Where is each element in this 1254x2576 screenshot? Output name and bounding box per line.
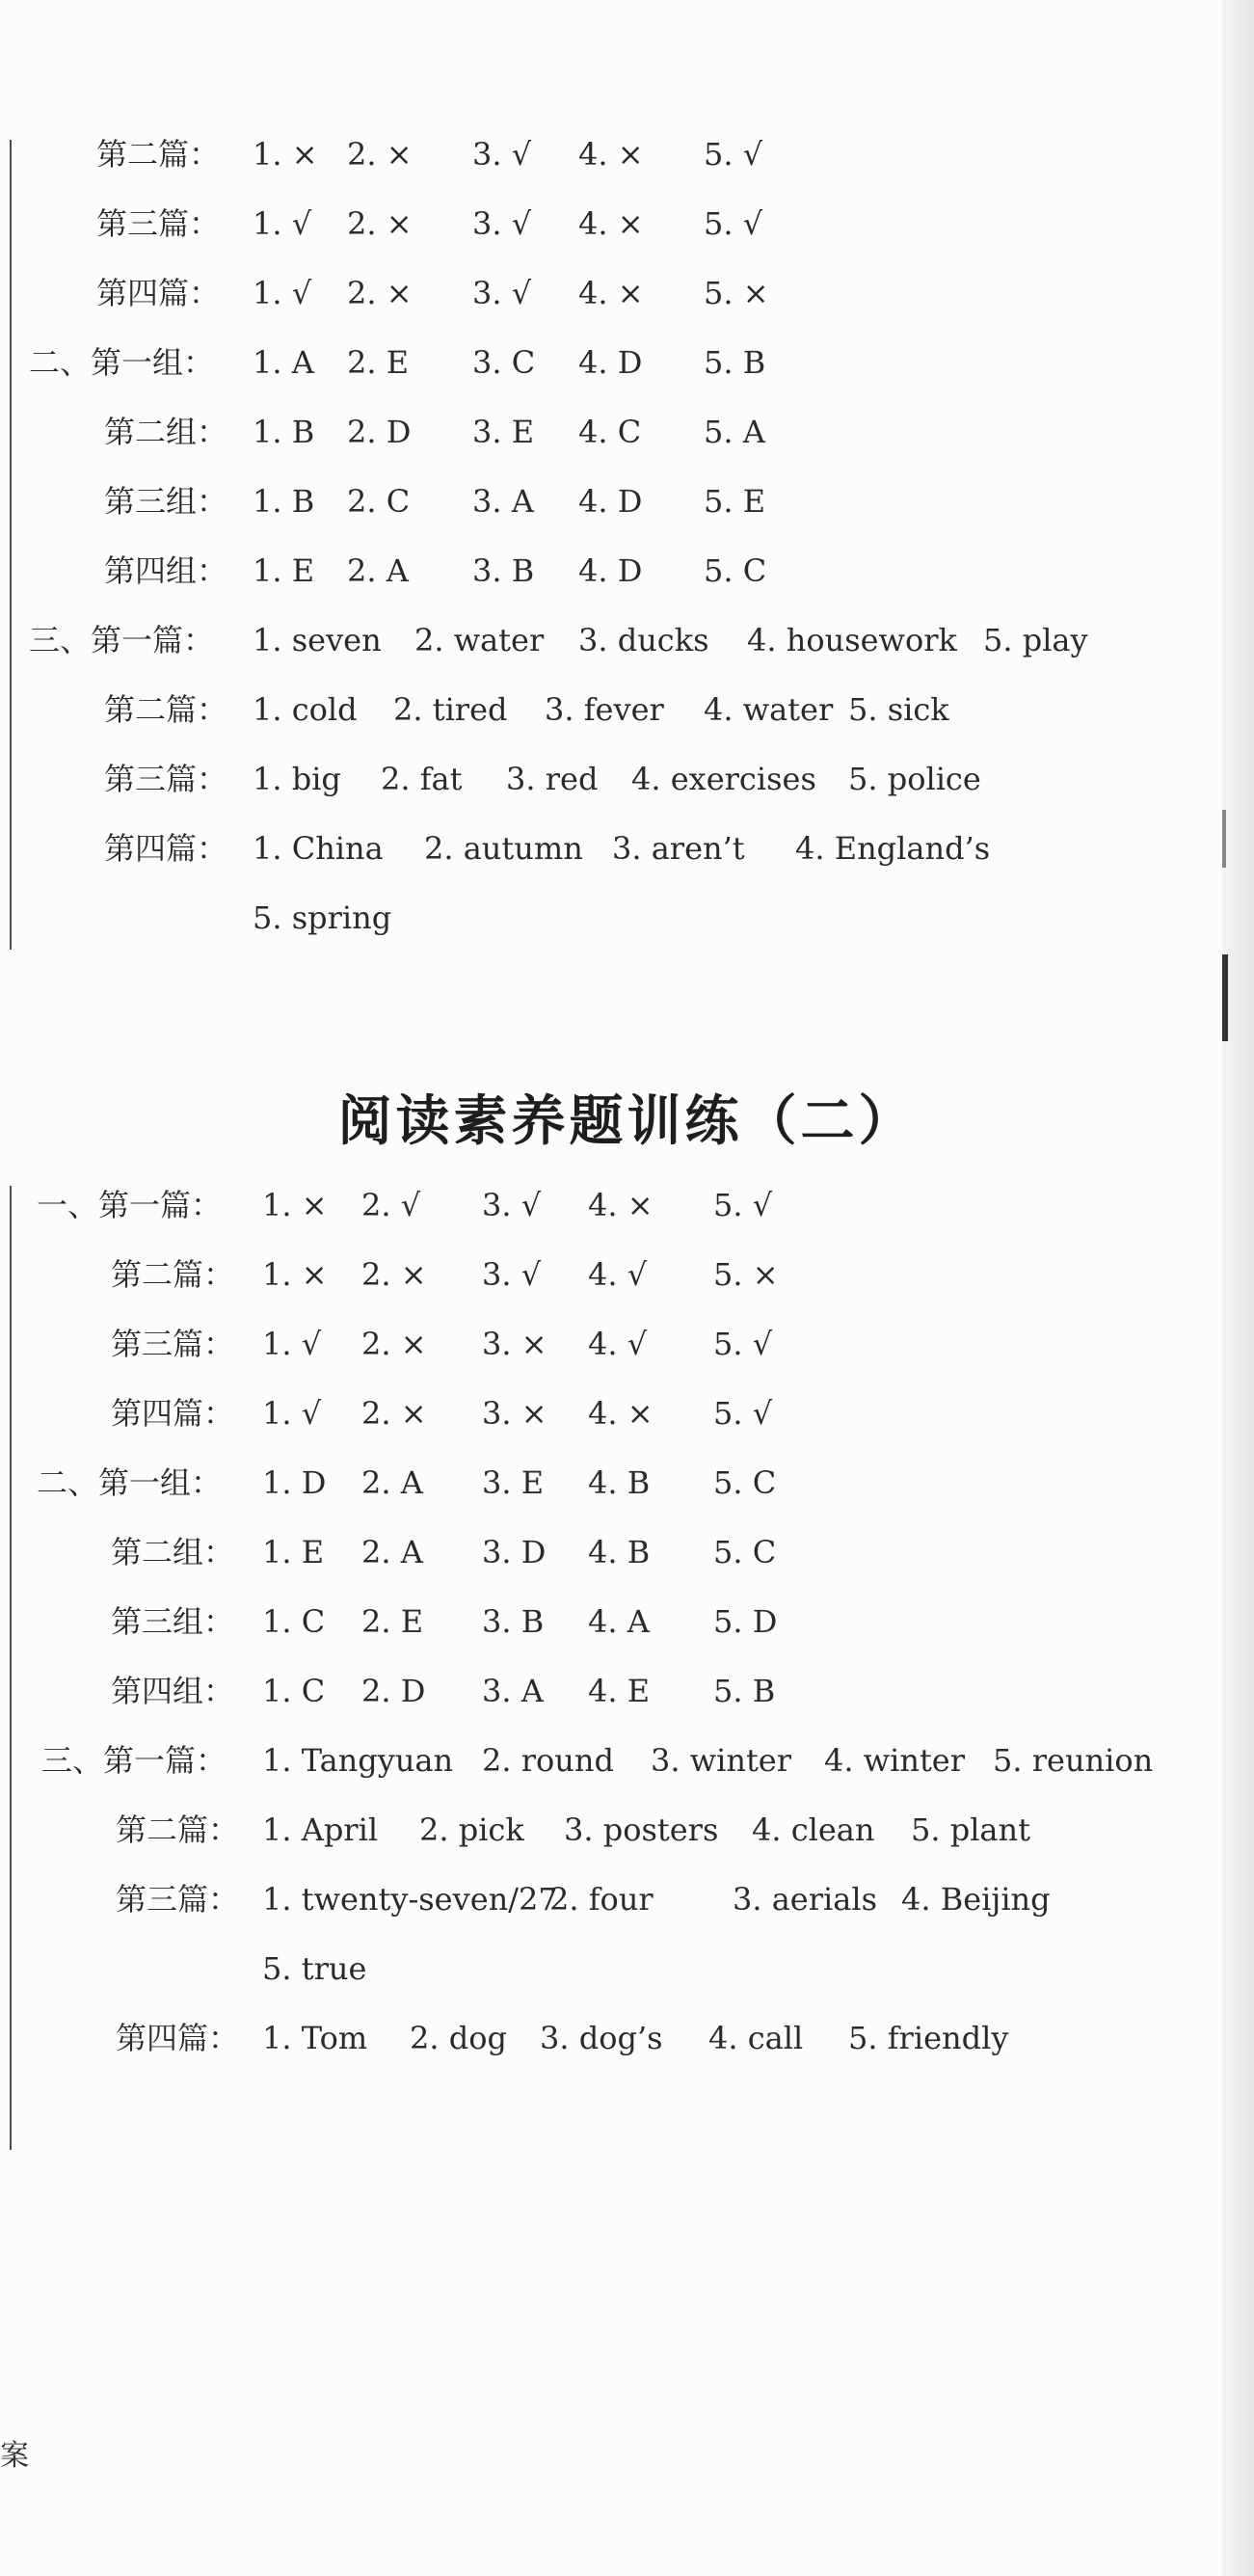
- answer-item: 2. ×: [347, 275, 413, 311]
- answer-item: 5. B: [713, 1673, 776, 1709]
- row-label: 第二篇：: [111, 1256, 235, 1293]
- answer-item: 1. Tom: [262, 2020, 368, 2056]
- answer-item: 3. aren’t: [612, 830, 745, 867]
- answer-item: 1. A: [253, 344, 314, 381]
- row-label: 第二组：: [111, 1534, 235, 1570]
- answer-item: 4. C: [578, 414, 642, 450]
- answer-item: 3. A: [472, 483, 534, 520]
- row-label: 第三组：: [104, 483, 228, 520]
- answer-item: 1. ×: [253, 136, 318, 173]
- answer-item: 1. Tangyuan: [262, 1742, 454, 1779]
- row-label: 第四篇：: [111, 1395, 235, 1432]
- answer-item: 2. ×: [361, 1256, 427, 1293]
- answer-item: 2. A: [347, 552, 409, 589]
- row-label: 第三篇：: [116, 1881, 240, 1918]
- answer-item: 3. ×: [482, 1326, 547, 1362]
- row-label: 第二组：: [104, 414, 228, 450]
- answer-item: 4. winter: [824, 1742, 966, 1779]
- answer-item: 5. reunion: [993, 1742, 1154, 1779]
- row-label: 第三篇：: [96, 205, 221, 242]
- answer-item: 1. China: [253, 830, 384, 867]
- answer-item: 2. D: [361, 1673, 426, 1709]
- answer-item: 4. ×: [578, 275, 644, 311]
- answer-item: 4. D: [578, 344, 643, 381]
- answer-item: 1. √: [253, 205, 312, 242]
- answer-item: 3. E: [472, 414, 535, 450]
- answer-item: 1. √: [262, 1395, 322, 1432]
- row-label: 第二篇：: [96, 136, 221, 173]
- answer-item: 5. D: [713, 1603, 778, 1640]
- row-label: 第四篇：: [104, 830, 228, 867]
- answer-item: 5. spring: [253, 899, 392, 936]
- answer-item: 2. autumn: [424, 830, 583, 867]
- answer-item: 1. E: [262, 1534, 325, 1570]
- answer-item: 2. dog: [410, 2020, 507, 2056]
- answer-item: 3. D: [482, 1534, 547, 1570]
- binding-mark: [1222, 954, 1228, 1041]
- answer-item: 4. √: [588, 1256, 648, 1293]
- answer-item: 2. D: [347, 414, 412, 450]
- row-label: 第四组：: [104, 552, 228, 589]
- answer-item: 4. √: [588, 1326, 648, 1362]
- answer-item: 4. call: [708, 2020, 804, 2056]
- row-label: 第二篇：: [104, 691, 228, 728]
- answer-item: 3. √: [472, 136, 532, 173]
- answer-item: 4. water: [704, 691, 834, 728]
- answer-item: 5. B: [704, 344, 766, 381]
- row-label: 第四篇：: [116, 2020, 240, 2056]
- answer-item: 1. April: [262, 1811, 379, 1848]
- page-edge-shadow: [1222, 0, 1254, 2576]
- answer-item: 3. winter: [651, 1742, 792, 1779]
- answer-item: 3. E: [482, 1464, 545, 1501]
- answer-item: 5. true: [262, 1950, 367, 1987]
- answer-item: 4. ×: [588, 1395, 654, 1432]
- answer-item: 2. round: [482, 1742, 614, 1779]
- answer-item: 4. D: [578, 483, 643, 520]
- answer-item: 3. √: [482, 1187, 542, 1223]
- row-label: 第四组：: [111, 1673, 235, 1709]
- answer-item: 5. ×: [704, 275, 769, 311]
- answer-item: 2. pick: [419, 1811, 524, 1848]
- answer-item: 3. √: [482, 1256, 542, 1293]
- answer-item: 2. A: [361, 1534, 423, 1570]
- answer-item: 1. C: [262, 1603, 326, 1640]
- answer-item: 2. E: [347, 344, 410, 381]
- answer-item: 5. sick: [848, 691, 949, 728]
- answer-item: 3. C: [472, 344, 536, 381]
- answer-item: 5. play: [983, 622, 1088, 658]
- answer-item: 5. plant: [911, 1811, 1030, 1848]
- row-label: 二、第一组：: [37, 1464, 223, 1501]
- answer-item: 2. ×: [361, 1326, 427, 1362]
- answer-item: 1. ×: [262, 1256, 328, 1293]
- answer-item: 1. √: [262, 1326, 322, 1362]
- answer-item: 2. ×: [347, 136, 413, 173]
- answer-item: 1. twenty-seven/27: [262, 1881, 558, 1918]
- answer-item: 3. √: [472, 275, 532, 311]
- row-label: 三、第一篇：: [29, 622, 215, 658]
- answer-item: 4. B: [588, 1464, 651, 1501]
- answer-item: 5. E: [704, 483, 766, 520]
- answer-item: 5. C: [713, 1464, 777, 1501]
- answer-item: 3. A: [482, 1673, 544, 1709]
- answer-item: 5. √: [713, 1326, 773, 1362]
- answer-item: 1. E: [253, 552, 315, 589]
- answer-item: 2. four: [549, 1881, 654, 1918]
- answer-item: 4. ×: [578, 205, 644, 242]
- answer-item: 4. England’s: [795, 830, 991, 867]
- answer-item: 5. √: [704, 136, 763, 173]
- answer-item: 4. A: [588, 1603, 650, 1640]
- answer-item: 5. √: [713, 1395, 773, 1432]
- answer-item: 2. ×: [347, 205, 413, 242]
- answer-item: 2. E: [361, 1603, 424, 1640]
- answer-item: 1. big: [253, 761, 341, 797]
- row-label: 第三篇：: [111, 1326, 235, 1362]
- answer-item: 1. B: [253, 414, 315, 450]
- left-margin-line: [10, 140, 12, 950]
- answer-item: 4. exercises: [631, 761, 816, 797]
- answer-item: 1. seven: [253, 622, 382, 658]
- answer-item: 5. C: [713, 1534, 777, 1570]
- answer-item: 4. Beijing: [901, 1881, 1051, 1918]
- answer-item: 3. √: [472, 205, 532, 242]
- binding-mark: [1222, 810, 1226, 868]
- row-label: 二、第一组：: [29, 344, 215, 381]
- answer-item: 3. red: [506, 761, 599, 797]
- answer-item: 1. ×: [262, 1187, 328, 1223]
- answer-item: 3. B: [482, 1603, 545, 1640]
- answer-item: 2. fat: [381, 761, 463, 797]
- answer-item: 5. √: [704, 205, 763, 242]
- answer-item: 1. B: [253, 483, 315, 520]
- answer-item: 2. C: [347, 483, 411, 520]
- answer-item: 3. dog’s: [540, 2020, 663, 2056]
- section-title: 阅读素养题训练（二）: [337, 1089, 917, 1153]
- answer-item: 1. C: [262, 1673, 326, 1709]
- answer-item: 3. fever: [545, 691, 664, 728]
- left-margin-line: [10, 1186, 12, 2150]
- row-label: 第四篇：: [96, 275, 221, 311]
- row-label: 第二篇：: [116, 1811, 240, 1848]
- answer-item: 1. cold: [253, 691, 358, 728]
- answer-item: 1. √: [253, 275, 312, 311]
- answer-item: 4. housework: [747, 622, 957, 658]
- row-label: 一、第一篇：: [37, 1187, 223, 1223]
- row-label: 第三组：: [111, 1603, 235, 1640]
- answer-item: 5. √: [713, 1187, 773, 1223]
- answer-item: 3. ducks: [578, 622, 709, 658]
- answer-item: 2. √: [361, 1187, 421, 1223]
- answer-item: 4. D: [578, 552, 643, 589]
- answer-item: 3. ×: [482, 1395, 547, 1432]
- answer-item: 5. friendly: [848, 2020, 1009, 2056]
- row-label: 三、第一篇：: [41, 1742, 227, 1779]
- answer-item: 2. water: [414, 622, 545, 658]
- answer-item: 3. aerials: [733, 1881, 877, 1918]
- answer-item: 4. B: [588, 1534, 651, 1570]
- answer-item: 3. B: [472, 552, 535, 589]
- answer-item: 5. police: [848, 761, 981, 797]
- answer-item: 4. E: [588, 1673, 651, 1709]
- answer-item: 4. ×: [588, 1187, 654, 1223]
- answer-item: 4. ×: [578, 136, 644, 173]
- footer-text: 案: [0, 2439, 29, 2473]
- answer-item: 2. tired: [393, 691, 508, 728]
- row-label: 第三篇：: [104, 761, 228, 797]
- answer-item: 5. C: [704, 552, 767, 589]
- answer-item: 5. A: [704, 414, 765, 450]
- answer-item: 3. posters: [564, 1811, 719, 1848]
- answer-item: 1. D: [262, 1464, 327, 1501]
- answer-item: 5. ×: [713, 1256, 779, 1293]
- answer-item: 2. A: [361, 1464, 423, 1501]
- answer-item: 4. clean: [752, 1811, 875, 1848]
- answer-item: 2. ×: [361, 1395, 427, 1432]
